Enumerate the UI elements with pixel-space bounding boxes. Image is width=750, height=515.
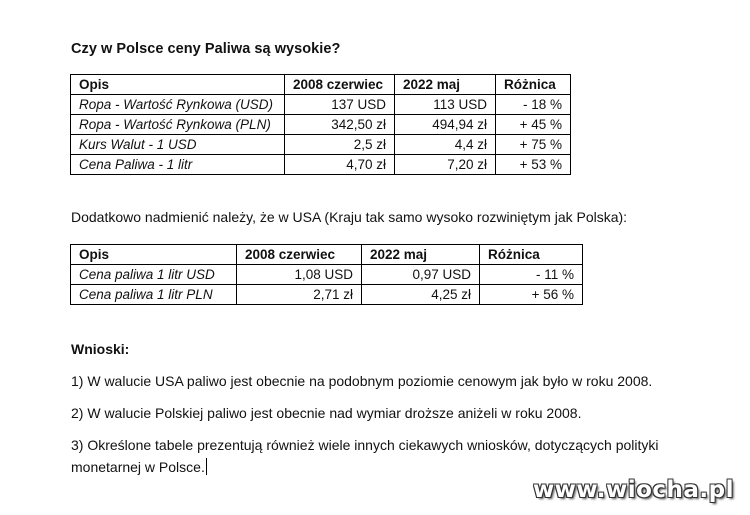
value-2022: 4,25 zł <box>362 285 480 305</box>
row-label: Cena paliwa 1 litr USD <box>71 265 237 285</box>
column-header-2022: 2022 maj <box>395 75 496 95</box>
value-2022: 7,20 zł <box>395 155 496 175</box>
value-difference: + 45 % <box>496 115 571 135</box>
value-2008: 2,71 zł <box>237 285 362 305</box>
text-cursor <box>206 458 207 475</box>
conclusion-continuation-text: monetarnej w Polsce. <box>71 459 205 475</box>
value-difference: - 11 % <box>480 265 583 285</box>
row-label: Cena Paliwa - 1 litr <box>71 155 285 175</box>
row-label: Ropa - Wartość Rynkowa (USD) <box>71 95 285 115</box>
watermark: www.wiocha.pl <box>532 477 734 503</box>
table-row <box>71 155 571 175</box>
conclusion-item-1: 1) W walucie USA paliwo jest obecnie na podobnym poziomie cenowym jak było w roku 2008. <box>71 373 653 389</box>
column-header-opis: Opis <box>71 245 237 265</box>
value-2022: 4,4 zł <box>395 135 496 155</box>
usa-fuel-price-table <box>70 244 583 305</box>
value-2022: 494,94 zł <box>395 115 496 135</box>
fuel-price-table <box>70 74 571 175</box>
table-header-row <box>71 75 571 95</box>
table-row <box>71 285 583 305</box>
conclusions-title: Wnioski: <box>71 341 130 357</box>
value-difference: - 18 % <box>496 95 571 115</box>
table-row <box>71 265 583 285</box>
column-header-roznica: Różnica <box>480 245 583 265</box>
table-row <box>71 95 571 115</box>
value-2008: 342,50 zł <box>285 115 395 135</box>
value-2022: 0,97 USD <box>362 265 480 285</box>
table-header-row <box>71 245 583 265</box>
table-row <box>71 115 571 135</box>
row-label: Cena paliwa 1 litr PLN <box>71 285 237 305</box>
document-heading: Czy w Polsce ceny Paliwa są wysokie? <box>71 41 341 57</box>
value-2008: 4,70 zł <box>285 155 395 175</box>
column-header-opis: Opis <box>71 75 285 95</box>
value-2008: 2,5 zł <box>285 135 395 155</box>
value-2008: 137 USD <box>285 95 395 115</box>
column-header-2008: 2008 czerwiec <box>237 245 362 265</box>
row-label: Kurs Walut - 1 USD <box>71 135 285 155</box>
value-difference: + 56 % <box>480 285 583 305</box>
row-label: Ropa - Wartość Rynkowa (PLN) <box>71 115 285 135</box>
conclusion-item-3-continued <box>71 457 207 478</box>
value-2008: 1,08 USD <box>237 265 362 285</box>
table-row <box>71 135 571 155</box>
usa-intro-paragraph: Dodatkowo nadmienić należy, że w USA (Kraju tak samo wysoko rozwiniętym jak Polska): <box>71 209 628 225</box>
value-2022: 113 USD <box>395 95 496 115</box>
conclusion-item-3: 3) Określone tabele prezentują również wiele innych ciekawych wniosków, dotyczących polityki <box>71 437 659 453</box>
conclusion-item-2: 2) W walucie Polskiej paliwo jest obecnie nad wymiar droższe aniżeli w roku 2008. <box>71 405 582 421</box>
column-header-2008: 2008 czerwiec <box>285 75 395 95</box>
column-header-2022: 2022 maj <box>362 245 480 265</box>
column-header-roznica: Różnica <box>496 75 571 95</box>
value-difference: + 53 % <box>496 155 571 175</box>
value-difference: + 75 % <box>496 135 571 155</box>
